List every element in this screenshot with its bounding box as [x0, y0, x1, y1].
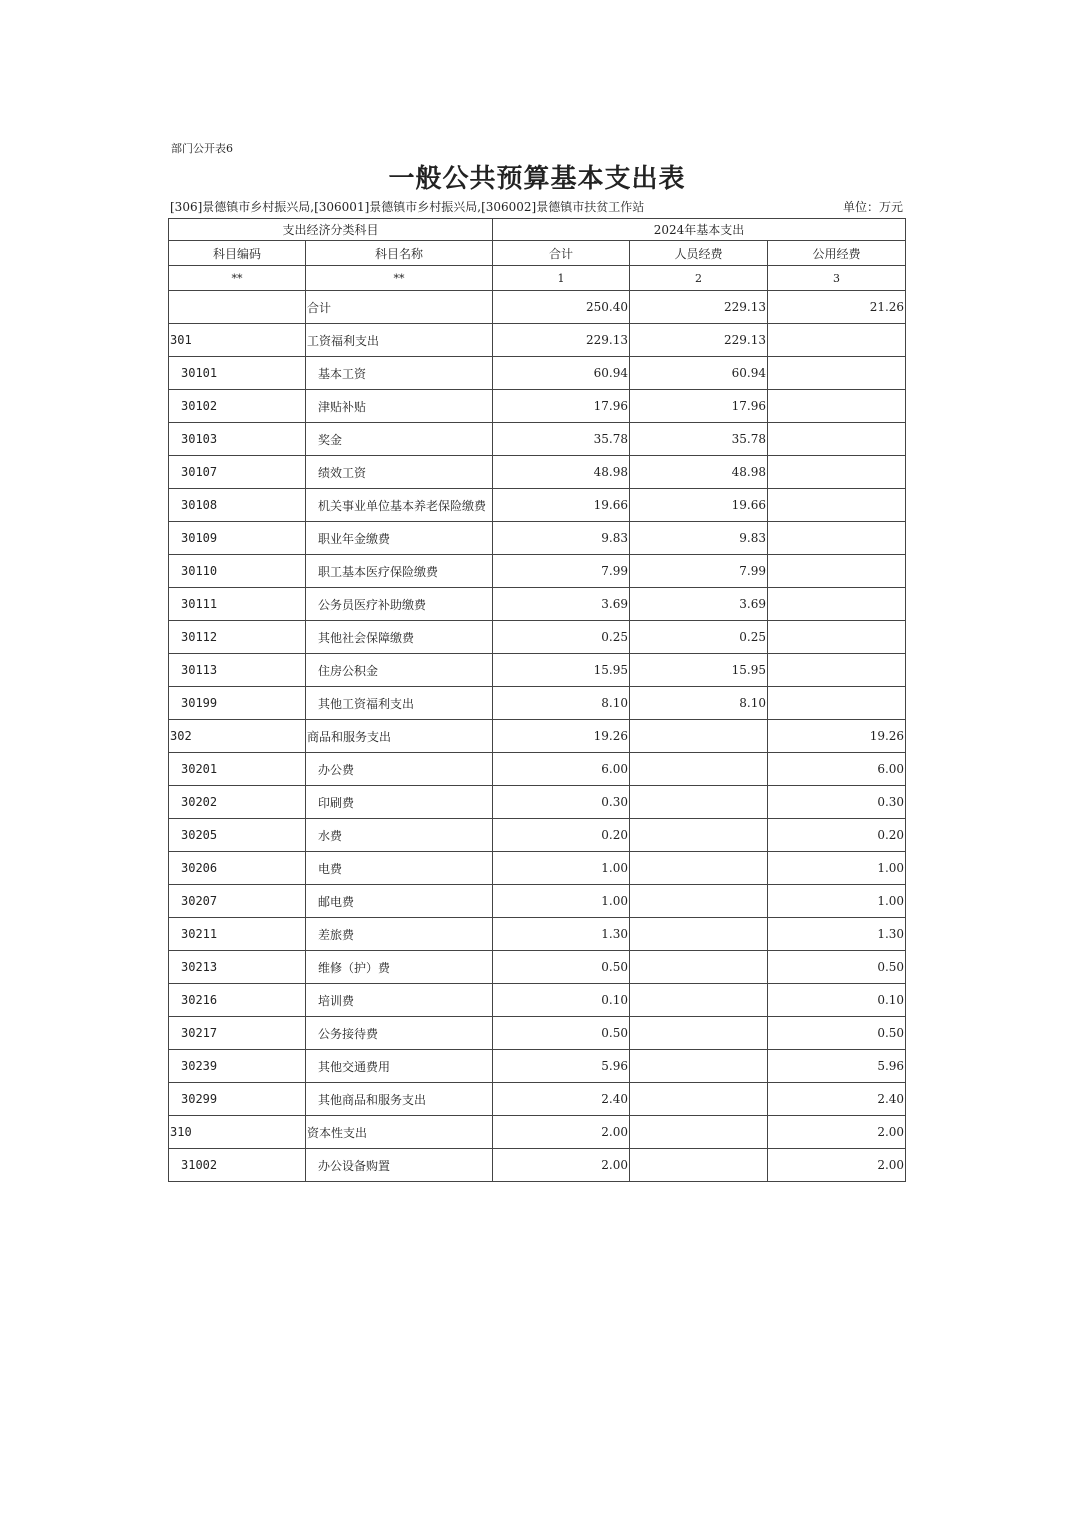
row-personnel: 0.25: [630, 621, 768, 654]
row-personnel: [630, 1083, 768, 1116]
page-title: 一般公共预算基本支出表: [388, 164, 686, 194]
row-public: [768, 357, 906, 390]
row-total: 3.69: [493, 588, 630, 621]
row-code: 30205: [169, 819, 306, 852]
table-row: [169, 291, 906, 324]
unit-label: 单位：万元: [842, 200, 903, 214]
row-name: 公务员医疗补助缴费: [306, 588, 493, 621]
row-personnel: [630, 918, 768, 951]
row-personnel: [630, 1017, 768, 1050]
row-name: 合计: [306, 291, 493, 324]
row-public: [768, 522, 906, 555]
row-code: 302: [169, 720, 306, 753]
row-total: 35.78: [493, 423, 630, 456]
row-public: 0.10: [768, 984, 906, 1017]
row-personnel: [630, 1050, 768, 1083]
row-code: 30113: [169, 654, 306, 687]
row-total: 15.95: [493, 654, 630, 687]
row-total: 60.94: [493, 357, 630, 390]
row-total: 17.96: [493, 390, 630, 423]
table-row: [169, 687, 906, 720]
row-name: 其他社会保障缴费: [306, 621, 493, 654]
row-name: 职业年金缴费: [306, 522, 493, 555]
row-total: 8.10: [493, 687, 630, 720]
row-public: [768, 687, 906, 720]
row-code: 310: [169, 1116, 306, 1149]
header-total: 合计: [493, 241, 630, 266]
table-row: [169, 1017, 906, 1050]
header-name: 科目名称: [306, 241, 493, 266]
index-code: **: [169, 266, 306, 291]
header-column-row: [169, 241, 906, 266]
table-row: [169, 753, 906, 786]
row-code: 30299: [169, 1083, 306, 1116]
row-code: 31002: [169, 1149, 306, 1182]
table-row: [169, 357, 906, 390]
row-personnel: [630, 720, 768, 753]
index-name: **: [306, 266, 493, 291]
header-index-row: [169, 266, 906, 291]
row-public: [768, 489, 906, 522]
row-personnel: [630, 753, 768, 786]
row-total: 9.83: [493, 522, 630, 555]
row-public: 21.26: [768, 291, 906, 324]
row-personnel: 19.66: [630, 489, 768, 522]
row-total: 19.66: [493, 489, 630, 522]
row-personnel: [630, 852, 768, 885]
table-row: [169, 522, 906, 555]
index-total: 1: [493, 266, 630, 291]
row-name: 其他工资福利支出: [306, 687, 493, 720]
row-personnel: 35.78: [630, 423, 768, 456]
row-personnel: 229.13: [630, 291, 768, 324]
department-line: [306]景德镇市乡村振兴局,[306001]景德镇市乡村振兴局,[306002]景德镇市扶贫工作站: [170, 200, 645, 214]
row-code: 30112: [169, 621, 306, 654]
row-code: 301: [169, 324, 306, 357]
table-row: [169, 720, 906, 753]
row-public: 2.00: [768, 1116, 906, 1149]
row-total: 5.96: [493, 1050, 630, 1083]
row-name: 职工基本医疗保险缴费: [306, 555, 493, 588]
row-personnel: 3.69: [630, 588, 768, 621]
row-total: 2.00: [493, 1116, 630, 1149]
table-row: [169, 456, 906, 489]
form-number: 部门公开表6: [171, 142, 233, 155]
row-public: 1.30: [768, 918, 906, 951]
row-code: 30211: [169, 918, 306, 951]
row-public: 2.00: [768, 1149, 906, 1182]
table-row: [169, 621, 906, 654]
table-row: [169, 324, 906, 357]
row-name: 维修（护）费: [306, 951, 493, 984]
row-public: [768, 654, 906, 687]
header-personnel: 人员经费: [630, 241, 768, 266]
row-code: 30202: [169, 786, 306, 819]
row-name: 其他交通费用: [306, 1050, 493, 1083]
row-name: 津贴补贴: [306, 390, 493, 423]
row-code: 30206: [169, 852, 306, 885]
row-public: 0.20: [768, 819, 906, 852]
row-name: 机关事业单位基本养老保险缴费: [306, 489, 493, 522]
row-personnel: 9.83: [630, 522, 768, 555]
row-personnel: [630, 885, 768, 918]
budget-table: [168, 218, 906, 1182]
row-total: 48.98: [493, 456, 630, 489]
row-total: 0.30: [493, 786, 630, 819]
row-name: 住房公积金: [306, 654, 493, 687]
row-total: 2.00: [493, 1149, 630, 1182]
row-personnel: 17.96: [630, 390, 768, 423]
table-row: [169, 819, 906, 852]
table-row: [169, 984, 906, 1017]
header-group-row: [169, 219, 906, 241]
row-name: 培训费: [306, 984, 493, 1017]
row-name: 印刷费: [306, 786, 493, 819]
row-code: 30103: [169, 423, 306, 456]
row-public: [768, 390, 906, 423]
header-group-right: 2024年基本支出: [493, 219, 906, 241]
row-personnel: 8.10: [630, 687, 768, 720]
row-personnel: 48.98: [630, 456, 768, 489]
table-row: [169, 852, 906, 885]
table-row: [169, 489, 906, 522]
row-public: 19.26: [768, 720, 906, 753]
row-code: 30239: [169, 1050, 306, 1083]
row-public: [768, 456, 906, 489]
row-total: 0.50: [493, 951, 630, 984]
row-name: 绩效工资: [306, 456, 493, 489]
row-code: [169, 291, 306, 324]
row-name: 公务接待费: [306, 1017, 493, 1050]
table-row: [169, 1083, 906, 1116]
row-name: 工资福利支出: [306, 324, 493, 357]
row-code: 30213: [169, 951, 306, 984]
row-code: 30101: [169, 357, 306, 390]
table-row: [169, 786, 906, 819]
row-personnel: 7.99: [630, 555, 768, 588]
table-row: [169, 885, 906, 918]
row-public: [768, 588, 906, 621]
row-personnel: 229.13: [630, 324, 768, 357]
table-row: [169, 1116, 906, 1149]
table-row: [169, 390, 906, 423]
row-code: 30207: [169, 885, 306, 918]
row-name: 邮电费: [306, 885, 493, 918]
row-total: 229.13: [493, 324, 630, 357]
row-public: 0.50: [768, 1017, 906, 1050]
row-total: 250.40: [493, 291, 630, 324]
row-public: [768, 423, 906, 456]
row-total: 0.20: [493, 819, 630, 852]
row-personnel: 60.94: [630, 357, 768, 390]
table-row: [169, 951, 906, 984]
row-personnel: [630, 984, 768, 1017]
row-public: [768, 324, 906, 357]
table-row: [169, 423, 906, 456]
table-row: [169, 1050, 906, 1083]
row-total: 19.26: [493, 720, 630, 753]
row-total: 0.25: [493, 621, 630, 654]
row-public: 5.96: [768, 1050, 906, 1083]
table-row: [169, 588, 906, 621]
row-personnel: 15.95: [630, 654, 768, 687]
row-public: [768, 555, 906, 588]
row-personnel: [630, 1149, 768, 1182]
row-code: 30110: [169, 555, 306, 588]
row-code: 30108: [169, 489, 306, 522]
row-total: 1.00: [493, 852, 630, 885]
row-code: 30201: [169, 753, 306, 786]
row-name: 商品和服务支出: [306, 720, 493, 753]
header-code: 科目编码: [169, 241, 306, 266]
row-name: 电费: [306, 852, 493, 885]
row-public: 6.00: [768, 753, 906, 786]
header-public: 公用经费: [768, 241, 906, 266]
row-code: 30107: [169, 456, 306, 489]
row-name: 办公费: [306, 753, 493, 786]
row-total: 1.30: [493, 918, 630, 951]
row-personnel: [630, 786, 768, 819]
row-public: 0.30: [768, 786, 906, 819]
table-row: [169, 1149, 906, 1182]
row-total: 1.00: [493, 885, 630, 918]
table-row: [169, 918, 906, 951]
table-row: [169, 555, 906, 588]
row-name: 水费: [306, 819, 493, 852]
row-public: 0.50: [768, 951, 906, 984]
row-name: 办公设备购置: [306, 1149, 493, 1182]
row-personnel: [630, 951, 768, 984]
row-name: 差旅费: [306, 918, 493, 951]
index-personnel: 2: [630, 266, 768, 291]
row-code: 30216: [169, 984, 306, 1017]
row-code: 30111: [169, 588, 306, 621]
row-public: 2.40: [768, 1083, 906, 1116]
row-code: 30217: [169, 1017, 306, 1050]
row-name: 基本工资: [306, 357, 493, 390]
row-code: 30109: [169, 522, 306, 555]
row-name: 其他商品和服务支出: [306, 1083, 493, 1116]
row-personnel: [630, 1116, 768, 1149]
row-public: 1.00: [768, 885, 906, 918]
table-row: [169, 654, 906, 687]
row-public: [768, 621, 906, 654]
row-total: 6.00: [493, 753, 630, 786]
row-total: 0.10: [493, 984, 630, 1017]
row-code: 30102: [169, 390, 306, 423]
row-public: 1.00: [768, 852, 906, 885]
index-public: 3: [768, 266, 906, 291]
row-personnel: [630, 819, 768, 852]
row-total: 2.40: [493, 1083, 630, 1116]
row-total: 0.50: [493, 1017, 630, 1050]
row-name: 资本性支出: [306, 1116, 493, 1149]
row-total: 7.99: [493, 555, 630, 588]
header-group-left: 支出经济分类科目: [169, 219, 493, 241]
row-name: 奖金: [306, 423, 493, 456]
row-code: 30199: [169, 687, 306, 720]
